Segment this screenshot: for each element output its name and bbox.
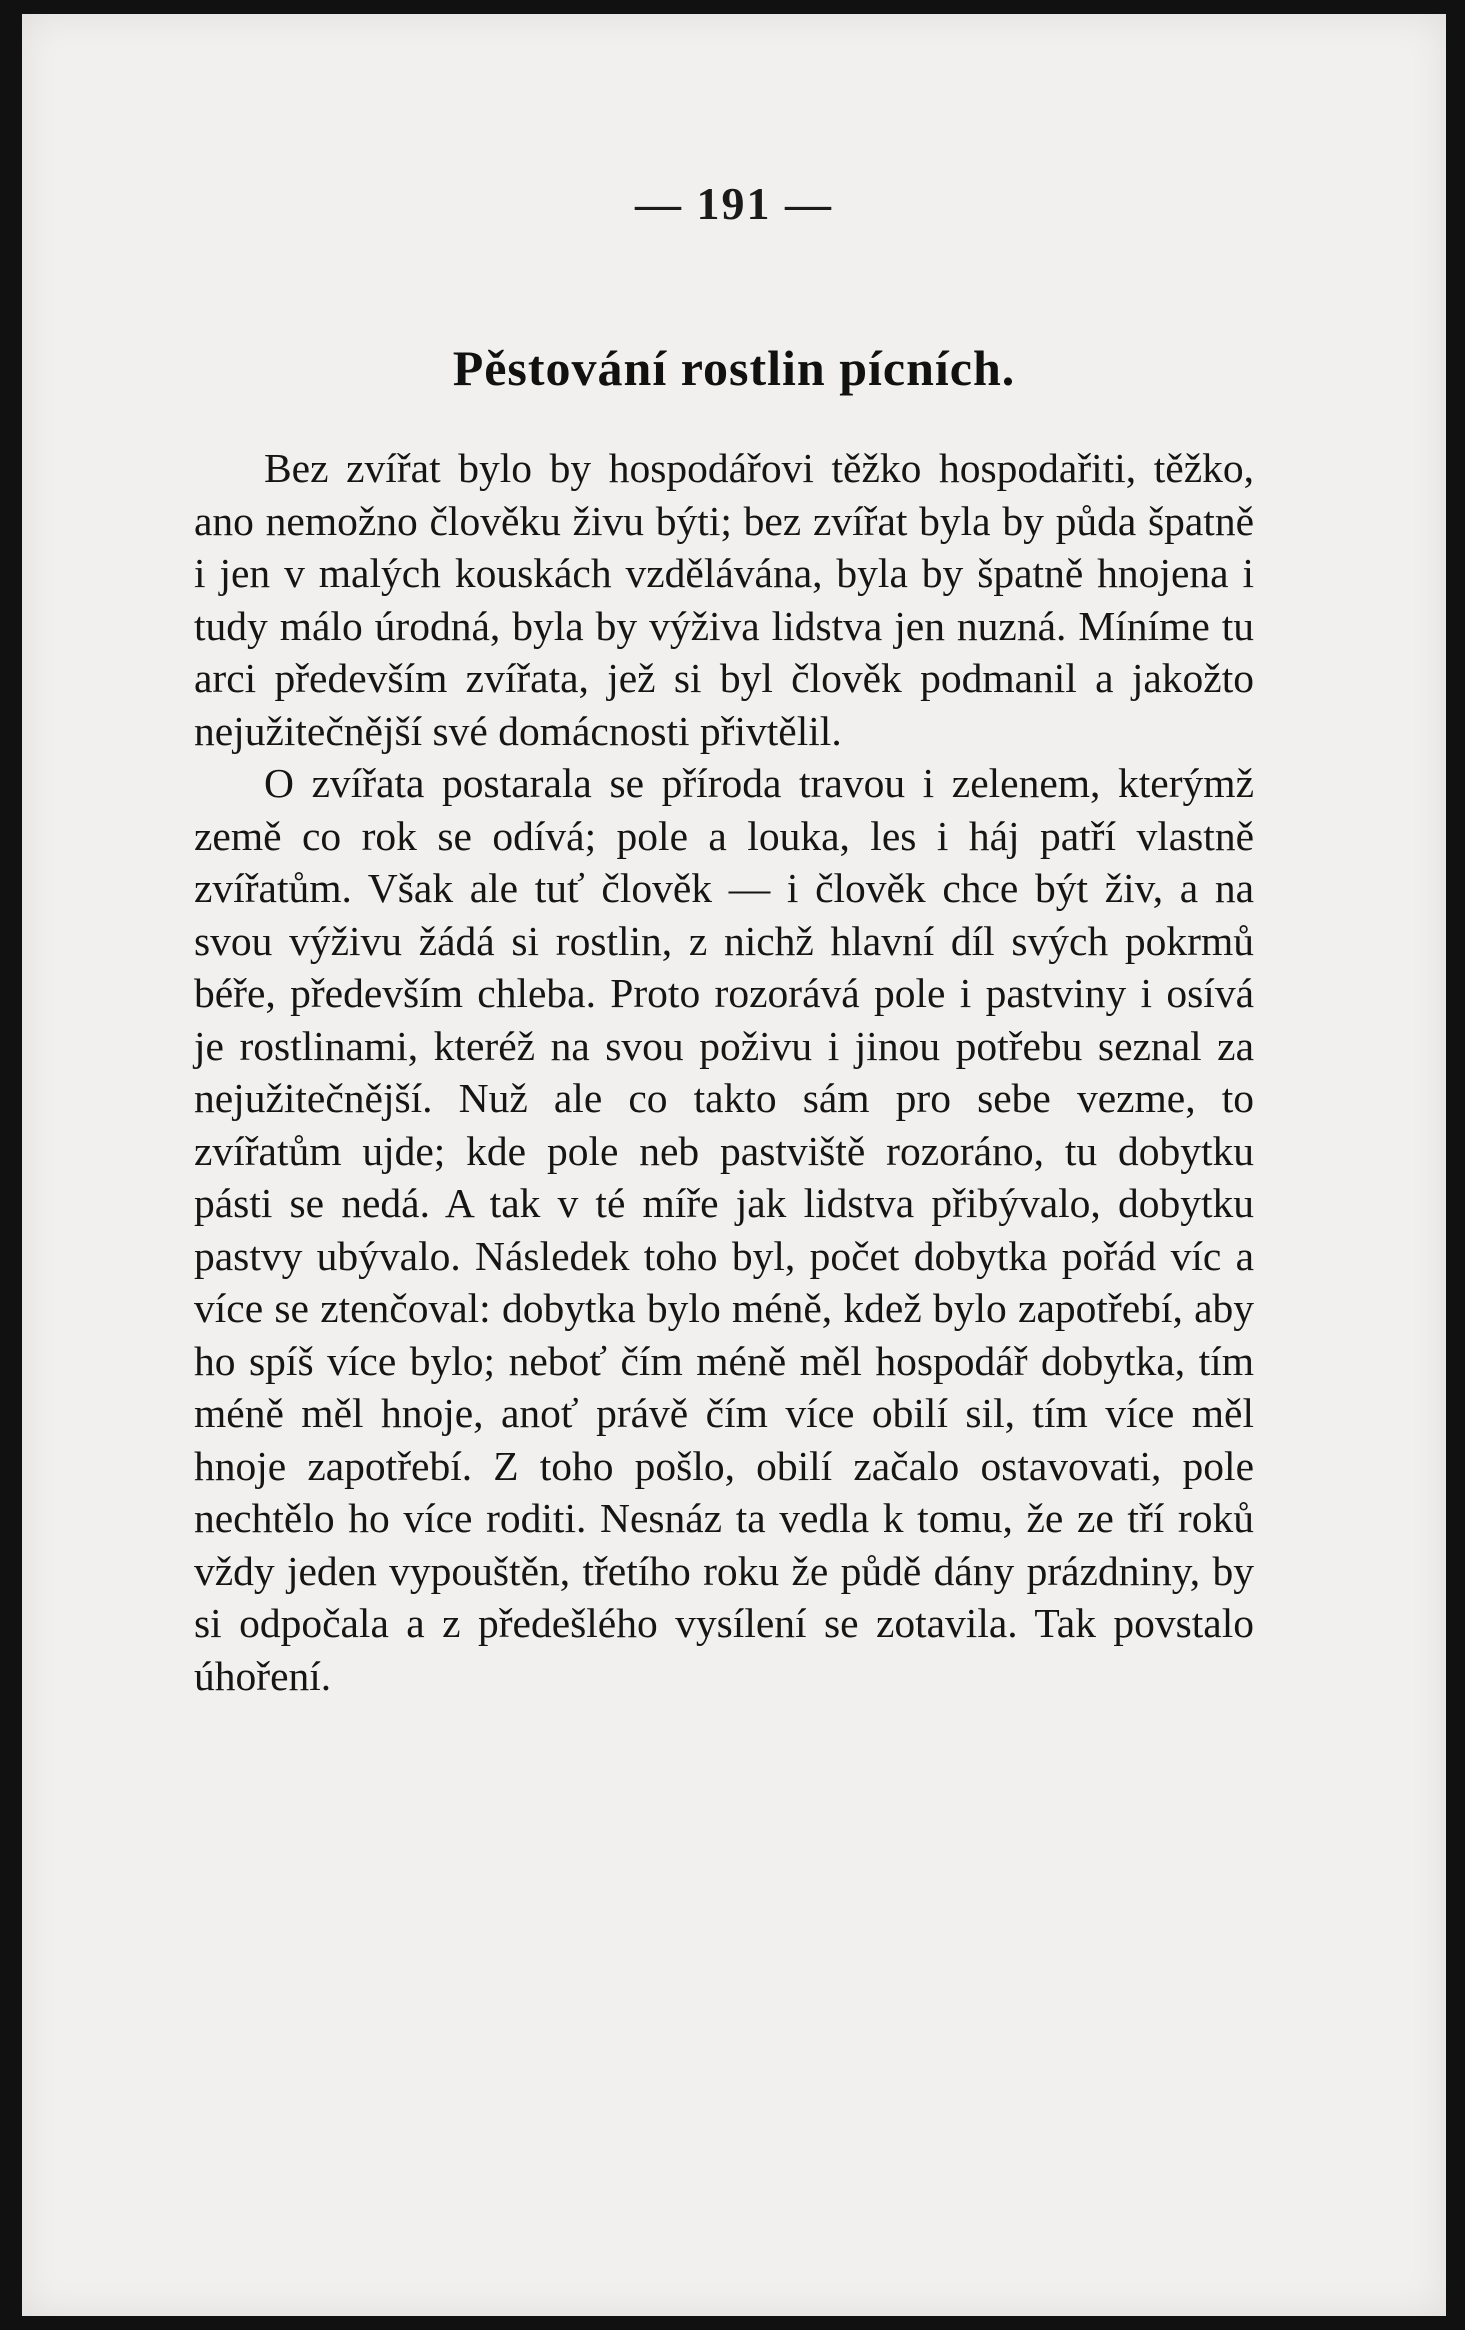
bleed-through-decoration <box>222 272 232 316</box>
section-title: Pěstování rostlin pícních. <box>452 340 1016 396</box>
page-number: — 191 — <box>635 178 833 229</box>
paragraph: Bez zvířat bylo by hospodářovi těžko hospodařiti, těžko, ano nemožno člověku živu býti; bez zvířat byla by půda špatně i jen v malých kouskách vzdělávána, byla by špatně hnojena i tudy málo úrodná, byla by výživa lidstva jen nuzná. Míníme tu arci především zvířata, jež si byl člověk podmanil a jakožto nejužitečnější své domácnosti přivtělil. <box>194 445 1254 754</box>
book-page <box>22 14 1446 2316</box>
paragraph: O zvířata postarala se příroda travou i zelenem, kterýmž země co rok se odívá; pole a louka, les i háj patří vlastně zvířatům. Však ale tuť člověk — i člověk chce být živ, a na svou výživu žádá si rostlin, z nichž hlavní díl svých pokrmů béře, především chleba. Proto rozorává pole i pastviny i osívá je rostlinami, kteréž na svou poživu i jinou potřebu seznal za nejužitečnější. Nuž ale co takto sám pro sebe vezme, to zvířatům ujde; kde pole neb pastviště rozoráno, tu dobytku pásti se nedá. A tak v té míře jak lidstva přibývalo, dobytku pastvy ubývalo. Následek toho byl, počet dobytka pořád víc a více se ztenčoval: dobytka bylo méně, kdež bylo zapotřebí, aby ho spíš více bylo; neboť čím méně měl hospodář dobytka, tím méně měl hnoje, anoť právě čím více obilí sil, tím více měl hnoje zapotřebí. Z toho pošlo, obilí začalo ostavovati, pole nechtělo ho více roditi. Nesnáz ta vedla k tomu, že ze tří roků vždy jeden vypouštěn, třetího roku že půdě dány prázdniny, by si odpočala a z předešlého vysílení se zotavila. Tak povstalo úhoření. <box>194 760 1254 1699</box>
body-text <box>194 442 1254 1702</box>
